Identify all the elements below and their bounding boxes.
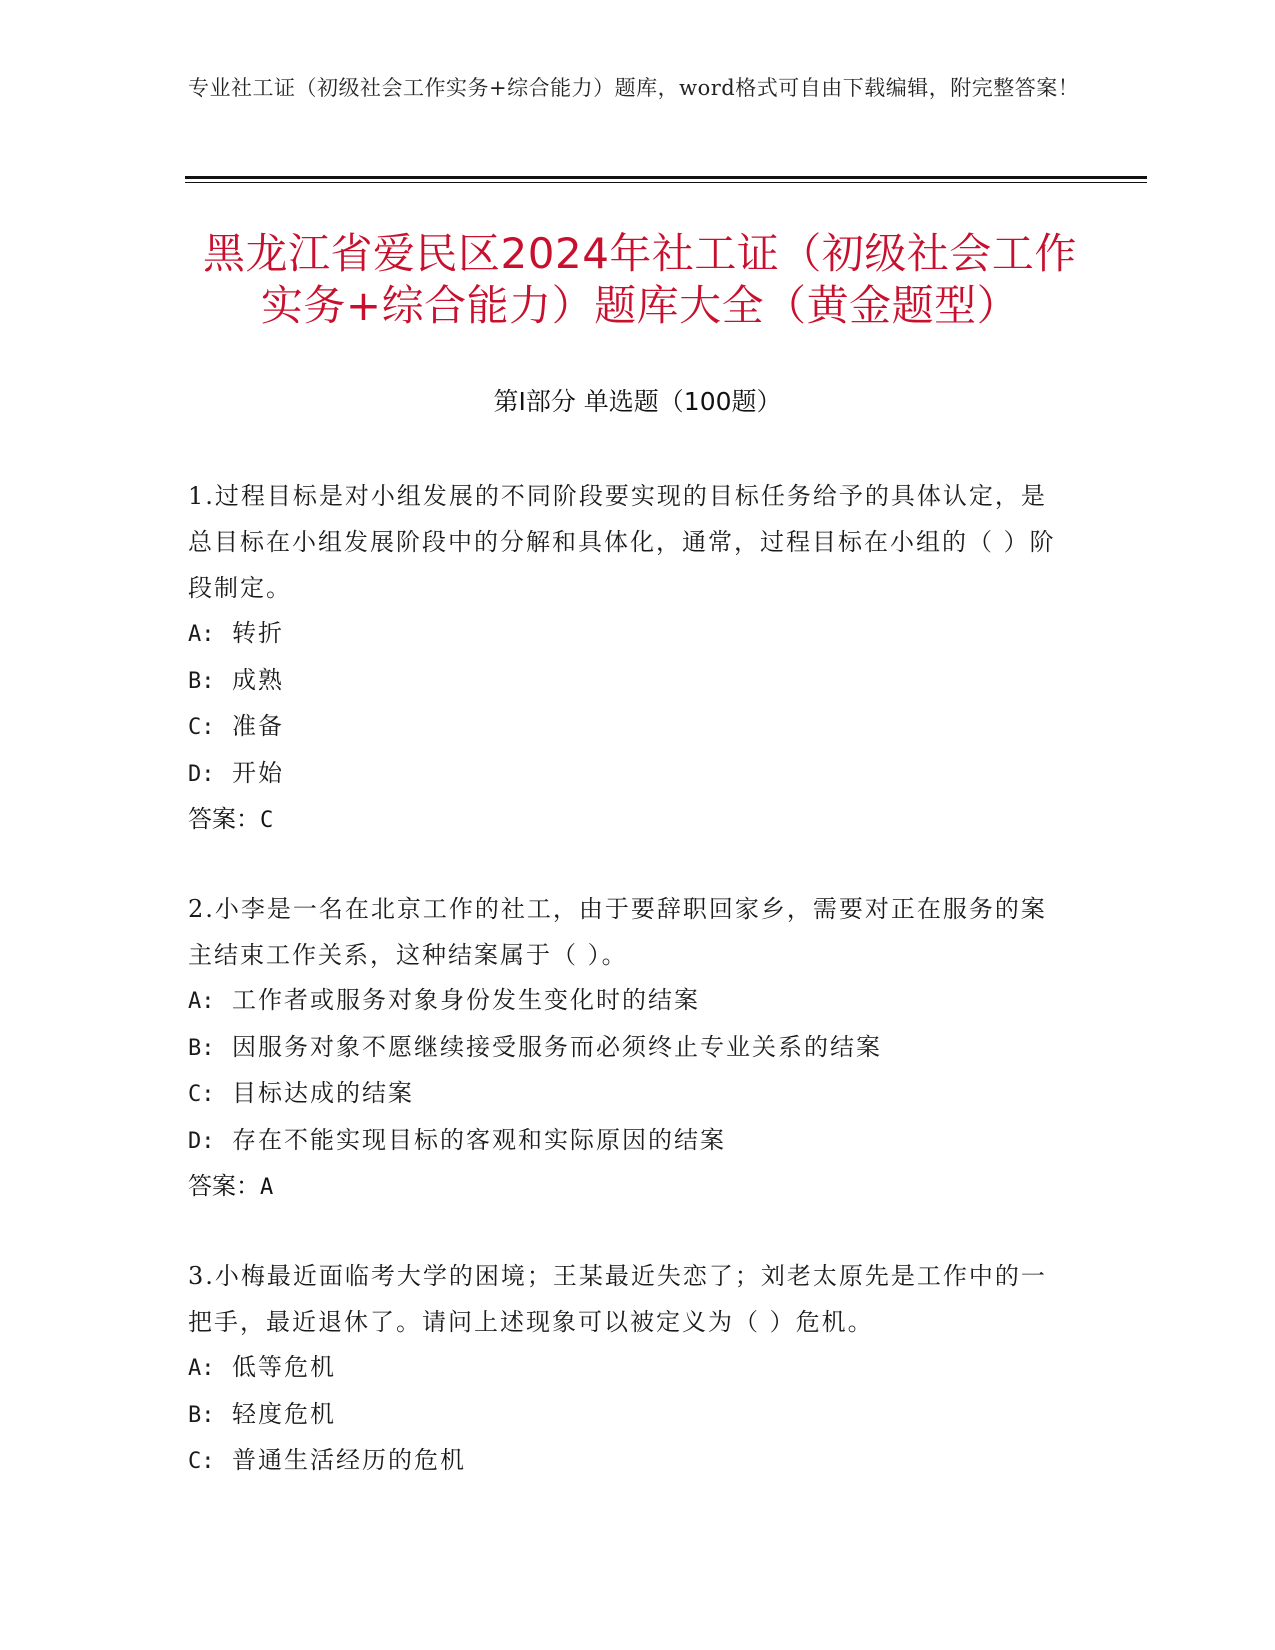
option-letter: C: bbox=[188, 1449, 215, 1474]
option-text: 开始 bbox=[232, 758, 284, 787]
option-letter: C: bbox=[188, 1082, 215, 1107]
option-text: 转折 bbox=[232, 619, 284, 647]
option-b bbox=[188, 1025, 1068, 1072]
question-2 bbox=[188, 886, 1068, 1210]
option-d bbox=[188, 1118, 1068, 1165]
option-c bbox=[188, 704, 1068, 751]
option-text: 准备 bbox=[232, 712, 284, 740]
option-text: 目标达成的结案 bbox=[232, 1079, 414, 1107]
option-letter: A: bbox=[188, 1356, 215, 1381]
answer-line bbox=[188, 797, 1068, 843]
option-letter: D: bbox=[188, 761, 215, 787]
option-a bbox=[188, 978, 1068, 1025]
section-heading: 第Ⅰ部分 单选题（100题） bbox=[493, 387, 782, 416]
answer-value: C bbox=[260, 808, 274, 833]
answer-label: 答案： bbox=[188, 1172, 260, 1200]
option-letter: B: bbox=[188, 1035, 215, 1061]
option-letter: D: bbox=[188, 1128, 215, 1154]
header-divider-thin bbox=[185, 182, 1147, 183]
question-stem: 2.小李是一名在北京工作的社工，由于要辞职回家乡，需要对正在服务的案主结束工作关系，这种结案属于（ ）。 bbox=[188, 895, 1047, 969]
answer-line bbox=[188, 1164, 1068, 1210]
question-list bbox=[188, 473, 1068, 1485]
header-note: 专业社工证（初级社会工作实务+综合能力）题库，word格式可自由下载编辑，附完整答案！ bbox=[188, 76, 1080, 100]
option-b bbox=[188, 658, 1068, 705]
question-1 bbox=[188, 473, 1068, 843]
option-text: 工作者或服务对象身份发生变化时的结案 bbox=[232, 986, 700, 1014]
option-text: 普通生活经历的危机 bbox=[232, 1446, 466, 1474]
option-text: 低等危机 bbox=[232, 1353, 336, 1381]
option-letter: C: bbox=[188, 715, 215, 740]
option-letter: A: bbox=[188, 989, 215, 1014]
option-text: 因服务对象不愿继续接受服务而必须终止专业关系的结案 bbox=[232, 1032, 882, 1061]
option-text: 存在不能实现目标的客观和实际原因的结案 bbox=[232, 1125, 726, 1154]
option-a bbox=[188, 611, 1068, 658]
answer-value: A bbox=[260, 1175, 274, 1200]
option-text: 轻度危机 bbox=[232, 1399, 336, 1428]
option-letter: B: bbox=[188, 1402, 215, 1428]
option-b bbox=[188, 1392, 1068, 1439]
option-letter: A: bbox=[188, 622, 215, 647]
answer-label: 答案： bbox=[188, 805, 260, 833]
question-stem: 3.小梅最近面临考大学的困境；王某最近失恋了；刘老太原先是工作中的一把手，最近退休了。请问上述现象可以被定义为（ ）危机。 bbox=[188, 1262, 1047, 1336]
option-c bbox=[188, 1438, 1068, 1485]
option-text: 成熟 bbox=[232, 665, 284, 694]
option-letter: B: bbox=[188, 668, 215, 694]
question-stem: 1.过程目标是对小组发展的不同阶段要实现的目标任务给予的具体认定，是总目标在小组发展阶段中的分解和具体化，通常，过程目标在小组的（ ）阶段制定。 bbox=[188, 482, 1056, 602]
option-c bbox=[188, 1071, 1068, 1118]
document-title: 黑龙江省爱民区2024年社工证（初级社会工作实务+综合能力）题库大全（黄金题型） bbox=[203, 229, 1077, 330]
option-a bbox=[188, 1345, 1068, 1392]
header-divider-thick bbox=[185, 176, 1147, 179]
question-3 bbox=[188, 1253, 1068, 1485]
option-d bbox=[188, 751, 1068, 798]
